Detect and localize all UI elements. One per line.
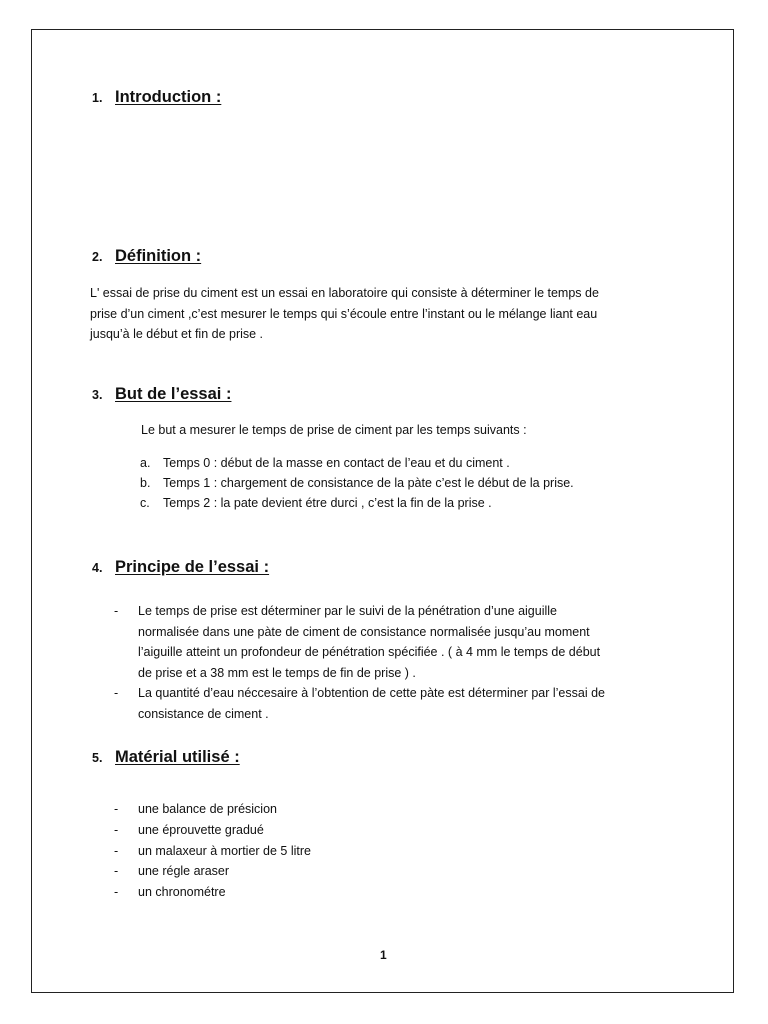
materiel-text: une régle araser bbox=[138, 864, 230, 878]
dash-marker: - bbox=[114, 686, 119, 700]
materiel-item bbox=[114, 799, 277, 820]
section-number: 5. bbox=[92, 751, 103, 765]
principe-line: Le temps de prise est déterminer par le suivi de la pénétration d’une aiguille bbox=[138, 604, 557, 618]
section-heading-materiel bbox=[92, 748, 240, 767]
list-item bbox=[140, 473, 574, 493]
principe-line: consistance de ciment . bbox=[138, 706, 269, 721]
dash-marker: - bbox=[114, 823, 119, 837]
section-heading-definition bbox=[92, 247, 201, 266]
materiel-item bbox=[114, 841, 311, 862]
materiel-text: une balance de présicion bbox=[138, 802, 277, 816]
list-text: Temps 1 : chargement de consistance de la pàte c’est le début de la prise. bbox=[163, 476, 574, 490]
list-item bbox=[140, 453, 574, 473]
section-number: 2. bbox=[92, 250, 103, 264]
section-title: Introduction : bbox=[115, 88, 222, 106]
materiel-item bbox=[114, 882, 226, 903]
section-title: Matérial utilisé : bbox=[115, 748, 240, 766]
principe-line: de prise et a 38 mm est le temps de fin de prise ) . bbox=[138, 665, 416, 680]
definition-line: prise d’un ciment ,c’est mesurer le temps qui s’écoule entre l’instant ou le mélange liant eau bbox=[90, 306, 598, 321]
principe-item bbox=[114, 683, 605, 724]
dash-marker: - bbox=[114, 864, 119, 878]
section-heading-introduction bbox=[92, 88, 221, 107]
list-item bbox=[140, 493, 574, 513]
section-heading-principe bbox=[92, 558, 269, 577]
principe-line: normalisée dans une pàte de ciment de consistance normalisée jusqu’au moment bbox=[138, 624, 590, 639]
principe-item bbox=[114, 601, 600, 683]
section-title: Définition : bbox=[115, 247, 202, 265]
dash-marker: - bbox=[114, 604, 119, 618]
materiel-text: un chronométre bbox=[138, 885, 226, 899]
dash-marker: - bbox=[114, 802, 119, 816]
list-text: Temps 2 : la pate devient étre durci , c’est la fin de la prise . bbox=[163, 496, 492, 510]
materiel-item bbox=[114, 861, 229, 882]
section-number: 1. bbox=[92, 91, 103, 105]
but-intro: Le but a mesurer le temps de prise de ciment par les temps suivants : bbox=[141, 423, 527, 437]
materiel-text: un malaxeur à mortier de 5 litre bbox=[138, 844, 311, 858]
section-title: But de l’essai : bbox=[115, 385, 232, 403]
page-number: 1 bbox=[380, 948, 387, 962]
list-text: Temps 0 : début de la masse en contact de l’eau et du ciment . bbox=[163, 456, 510, 470]
definition-line: L' essai de prise du ciment est un essai en laboratoire qui consiste à déterminer le temps de bbox=[90, 286, 599, 300]
definition-paragraph bbox=[90, 283, 599, 345]
list-marker: a. bbox=[140, 456, 151, 470]
section-number: 4. bbox=[92, 561, 103, 575]
section-number: 3. bbox=[92, 388, 103, 402]
list-marker: b. bbox=[140, 476, 151, 490]
list-marker: c. bbox=[140, 496, 150, 510]
definition-line: jusqu’à le début et fin de prise . bbox=[90, 327, 264, 341]
dash-marker: - bbox=[114, 885, 119, 899]
but-list bbox=[140, 453, 574, 513]
section-title: Principe de l’essai : bbox=[115, 558, 270, 576]
section-heading-but bbox=[92, 385, 231, 404]
materiel-item bbox=[114, 820, 264, 841]
principe-line: La quantité d’eau néccesaire à l’obtention de cette pàte est déterminer par l’essai de bbox=[138, 686, 605, 700]
principe-line: l’aiguille atteint un profondeur de pénétration spécifiée . ( à 4 mm le temps de début bbox=[138, 645, 601, 659]
materiel-text: une éprouvette gradué bbox=[138, 823, 264, 837]
dash-marker: - bbox=[114, 844, 119, 858]
